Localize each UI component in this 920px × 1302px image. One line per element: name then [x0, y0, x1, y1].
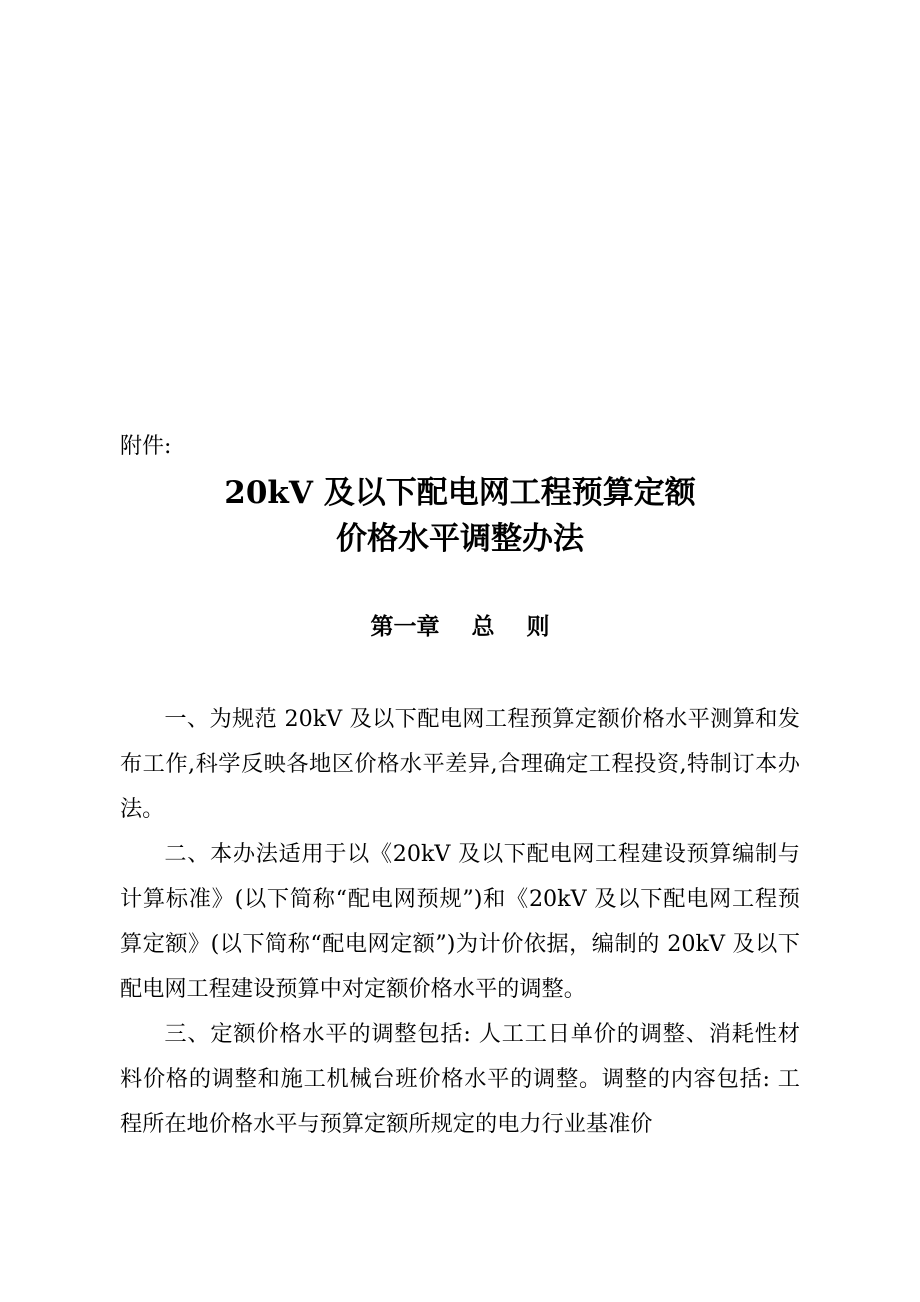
- paragraph-3: 三、定额价格水平的调整包括: 人工工日单价的调整、消耗性材料价格的调整和施工机械台班价格水平的调整。调整的内容包括: 工程所在地价格水平与预算定额所规定的电力行业基准价: [120, 1021, 800, 1137]
- document-title: [0, 470, 920, 562]
- title-line-1: 20kV 及以下配电网工程预算定额: [224, 475, 696, 511]
- paragraph-2: 二、本办法适用于以《20kV 及以下配电网工程建设预算编制与计算标准》(以下简称“配电网预规”)和《20kV 及以下配电网工程预算定额》(以下简称“配电网定额”)为计价依据，编制的 20kV 及以下配电网工程建设预算中对定额价格水平的调整。: [120, 841, 800, 1002]
- title-line-2: 价格水平调整办法: [336, 521, 584, 557]
- body-text: [120, 697, 800, 1147]
- paragraph-1: 一、为规范 20kV 及以下配电网工程预算定额价格水平测算和发布工作,科学反映各地区价格水平差异,合理确定工程投资,特制订本办法。: [120, 706, 800, 822]
- chapter-heading: 第一章 总 则: [370, 613, 550, 640]
- attachment-label: 附件:: [120, 434, 172, 459]
